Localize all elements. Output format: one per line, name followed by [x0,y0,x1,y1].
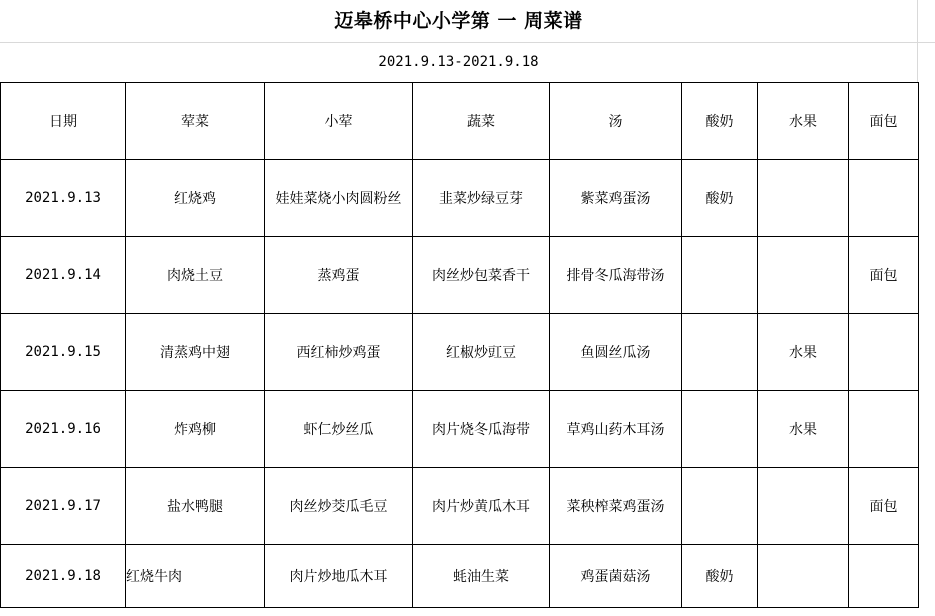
table-row [1,314,919,391]
vegetable-cell: 肉丝炒包菜香干 [413,237,550,314]
column-header-bread: 面包 [849,83,919,160]
meat-cell: 炸鸡柳 [126,391,265,468]
bread-cell: 面包 [849,468,919,545]
yogurt-cell [682,468,758,545]
column-header-vegetable: 蔬菜 [413,83,550,160]
yogurt-cell [682,237,758,314]
soup-cell: 草鸡山药木耳汤 [550,391,682,468]
small-meat-cell: 娃娃菜烧小肉圆粉丝 [265,160,413,237]
fruit-cell: 水果 [758,391,849,468]
small-meat-cell: 肉片炒地瓜木耳 [265,545,413,608]
fruit-cell: 水果 [758,314,849,391]
bread-cell: 面包 [849,237,919,314]
yogurt-cell: 酸奶 [682,545,758,608]
vegetable-cell: 肉片烧冬瓜海带 [413,391,550,468]
fruit-cell [758,237,849,314]
soup-cell: 排骨冬瓜海带汤 [550,237,682,314]
soup-cell: 鸡蛋菌菇汤 [550,545,682,608]
date-cell: 2021.9.18 [1,545,126,608]
date-cell: 2021.9.16 [1,391,126,468]
header-row [1,83,919,160]
soup-cell: 鱼圆丝瓜汤 [550,314,682,391]
table-row [1,545,919,608]
bread-cell [849,314,919,391]
yogurt-cell: 酸奶 [682,160,758,237]
meat-cell: 盐水鸭腿 [126,468,265,545]
date-cell: 2021.9.14 [1,237,126,314]
soup-cell: 菜秧榨菜鸡蛋汤 [550,468,682,545]
menu-title: 迈皋桥中心小学第 一 周菜谱 [334,10,583,32]
vegetable-cell: 韭菜炒绿豆芽 [413,160,550,237]
table-row [1,237,919,314]
yogurt-cell [682,391,758,468]
bread-cell [849,160,919,237]
fruit-cell [758,160,849,237]
meat-cell: 红烧鸡 [126,160,265,237]
bread-cell [849,545,919,608]
bread-cell [849,391,919,468]
small-meat-cell: 蒸鸡蛋 [265,237,413,314]
table-row [1,160,919,237]
yogurt-cell [682,314,758,391]
small-meat-cell: 西红柿炒鸡蛋 [265,314,413,391]
vegetable-cell: 红椒炒豇豆 [413,314,550,391]
column-header-yogurt: 酸奶 [682,83,758,160]
meat-cell: 清蒸鸡中翅 [126,314,265,391]
meat-cell: 红烧牛肉 [126,545,265,608]
column-header-soup: 汤 [550,83,682,160]
column-header-date: 日期 [1,83,126,160]
column-header-meat: 荤菜 [126,83,265,160]
vegetable-cell: 肉片炒黄瓜木耳 [413,468,550,545]
vegetable-cell: 蚝油生菜 [413,545,550,608]
column-header-small-meat: 小荤 [265,83,413,160]
menu-table [0,82,919,608]
small-meat-cell: 肉丝炒茭瓜毛豆 [265,468,413,545]
table-row [1,391,919,468]
meat-cell: 肉烧土豆 [126,237,265,314]
date-range: 2021.9.13-2021.9.18 [378,54,539,70]
fruit-cell [758,545,849,608]
soup-cell: 紫菜鸡蛋汤 [550,160,682,237]
date-cell: 2021.9.13 [1,160,126,237]
column-header-fruit: 水果 [758,83,849,160]
gridline [917,0,918,82]
date-cell: 2021.9.15 [1,314,126,391]
date-cell: 2021.9.17 [1,468,126,545]
table-row [1,468,919,545]
small-meat-cell: 虾仁炒丝瓜 [265,391,413,468]
fruit-cell [758,468,849,545]
